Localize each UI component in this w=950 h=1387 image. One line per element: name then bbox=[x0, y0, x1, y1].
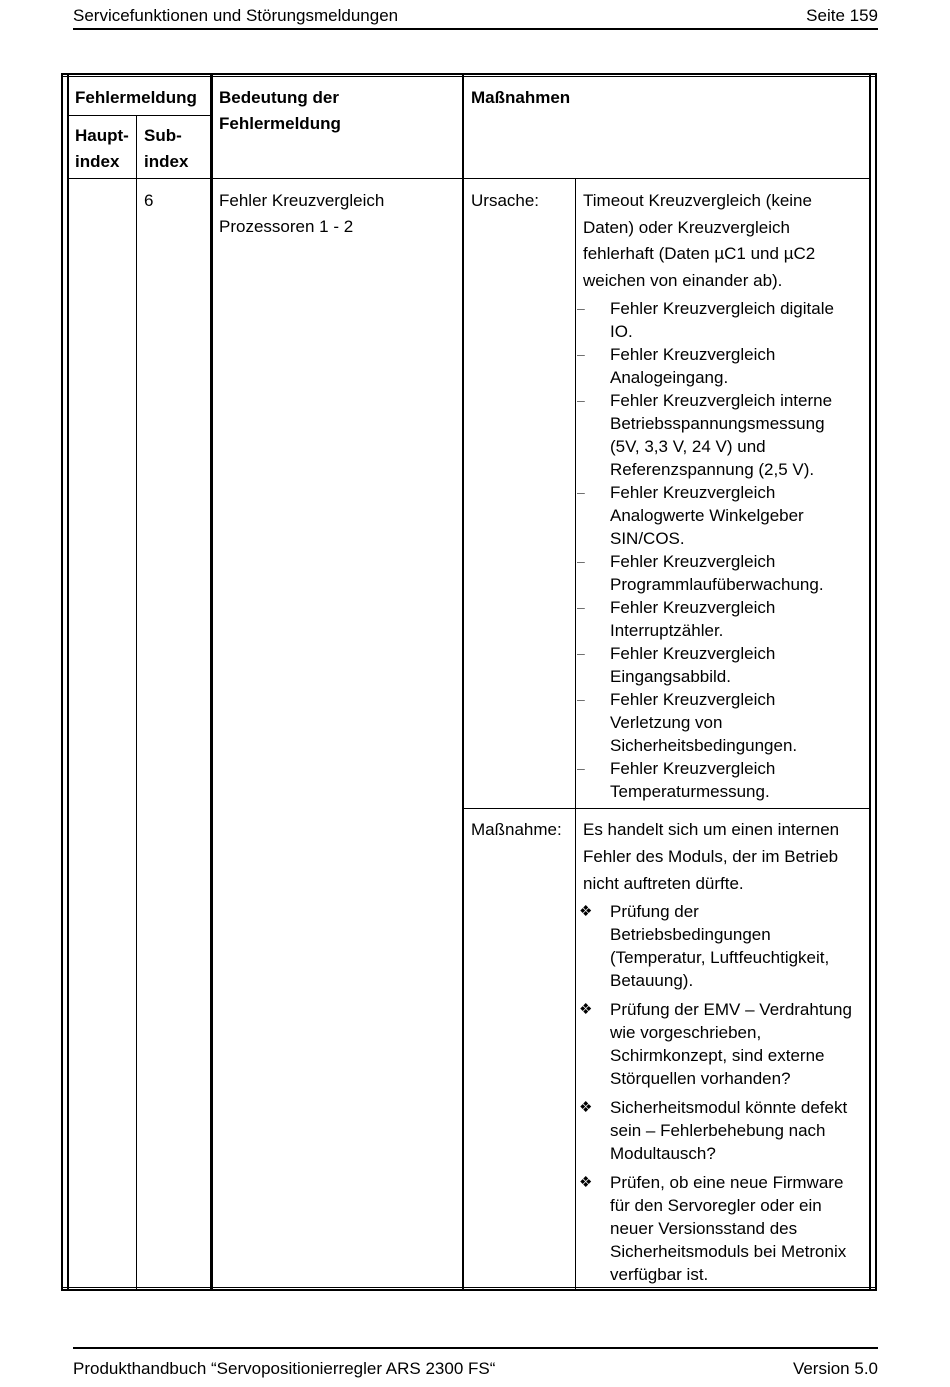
ursache-item-text: Betriebsspannungsmessung bbox=[610, 414, 825, 433]
dash-bullet-icon: – bbox=[577, 346, 585, 362]
massnahme-item-text: Störquellen vorhanden? bbox=[610, 1069, 791, 1088]
ursache-item-text: IO. bbox=[610, 322, 633, 341]
ursache-item-text: Sicherheitsbedingungen. bbox=[610, 736, 798, 755]
ursache-item-text: Fehler Kreuzvergleich interne bbox=[610, 391, 833, 410]
error-table bbox=[61, 73, 877, 1291]
massnahme-item-text: verfügbar ist. bbox=[610, 1265, 709, 1284]
massnahme-item bbox=[579, 900, 873, 992]
massnahme-item-text: Betriebsbedingungen bbox=[610, 925, 771, 944]
massnahme-intro-line: nicht auftreten dürfte. bbox=[583, 874, 744, 893]
massnahme-list bbox=[579, 900, 873, 1286]
ursache-item bbox=[577, 389, 873, 481]
col-header-bedeutung-line2: Fehlermeldung bbox=[219, 114, 341, 133]
dash-bullet-icon: – bbox=[577, 553, 585, 569]
massnahme-item-text: neuer Versionsstand des bbox=[610, 1219, 798, 1238]
dash-bullet-icon: – bbox=[577, 645, 585, 661]
massnahme-item-text: sein – Fehlerbehebung nach bbox=[610, 1121, 826, 1140]
ursache-item-text: Eingangsabbild. bbox=[610, 667, 731, 686]
diamond-bullet-icon: ❖ bbox=[579, 1001, 593, 1018]
col-header-hauptindex-line2: index bbox=[75, 152, 120, 171]
massnahme-intro-line: Fehler des Moduls, der im Betrieb bbox=[583, 847, 839, 866]
dash-bullet-icon: – bbox=[577, 760, 585, 776]
ursache-intro-line: Timeout Kreuzvergleich (keine bbox=[583, 191, 812, 210]
col-header-hauptindex-line1: Haupt- bbox=[75, 126, 129, 145]
ursache-item bbox=[577, 550, 873, 596]
ursache-intro-line: fehlerhaft (Daten µC1 und µC2 bbox=[583, 244, 816, 263]
ursache-item bbox=[577, 297, 873, 343]
ursache-label: Ursache: bbox=[471, 191, 540, 210]
footer-version: Version 5.0 bbox=[792, 1359, 878, 1378]
ursache-item-text: Programmlaufüberwachung. bbox=[610, 575, 824, 594]
massnahme-item-text: Sicherheitsmoduls bei Metronix bbox=[610, 1242, 847, 1261]
ursache-item-text: Fehler Kreuzvergleich bbox=[610, 644, 776, 663]
col-header-subindex-line2: index bbox=[144, 152, 189, 171]
massnahme-item-text: (Temperatur, Luftfeuchtigkeit, bbox=[610, 948, 830, 967]
dash-bullet-icon: – bbox=[577, 599, 585, 615]
ursache-item-text: Temperaturmessung. bbox=[610, 782, 770, 801]
ursache-item-text: Fehler Kreuzvergleich bbox=[610, 690, 776, 709]
massnahme-item bbox=[579, 1096, 873, 1165]
header-page-number: Seite 159 bbox=[806, 6, 878, 25]
ursache-item bbox=[577, 596, 873, 642]
massnahme-item-text: für den Servoregler oder ein bbox=[610, 1196, 822, 1215]
col-header-subindex-line1: Sub- bbox=[144, 126, 182, 145]
diamond-bullet-icon: ❖ bbox=[579, 1174, 593, 1191]
ursache-item-text: Fehler Kreuzvergleich bbox=[610, 552, 776, 571]
massnahme-item-text: Schirmkonzept, sind externe bbox=[610, 1046, 825, 1065]
ursache-item bbox=[577, 481, 873, 550]
ursache-item-text: Fehler Kreuzvergleich bbox=[610, 483, 776, 502]
ursache-intro-line: Daten) oder Kreuzvergleich bbox=[583, 218, 790, 237]
page-footer bbox=[73, 1347, 878, 1379]
dash-bullet-icon: – bbox=[577, 484, 585, 500]
col-header-massnahmen: Maßnahmen bbox=[471, 88, 571, 107]
diamond-bullet-icon: ❖ bbox=[579, 903, 593, 920]
massnahme-item bbox=[579, 998, 873, 1090]
massnahme-item-text: Prüfung der bbox=[610, 902, 699, 921]
massnahme-label: Maßnahme: bbox=[471, 820, 562, 839]
ursache-item bbox=[577, 642, 873, 688]
bedeutung-line2: Prozessoren 1 - 2 bbox=[219, 217, 354, 236]
header-title: Servicefunktionen und Störungsmeldungen bbox=[73, 6, 399, 25]
ursache-item-text: Fehler Kreuzvergleich digitale bbox=[610, 299, 834, 318]
ursache-item-text: (5V, 3,3 V, 24 V) und bbox=[610, 437, 766, 456]
col-header-fehlermeldung: Fehlermeldung bbox=[75, 88, 197, 107]
massnahme-item-text: Sicherheitsmodul könnte defekt bbox=[610, 1098, 848, 1117]
massnahme-intro-line: Es handelt sich um einen internen bbox=[583, 820, 840, 839]
ursache-item bbox=[577, 343, 873, 389]
footer-title: Produkthandbuch “Servopositionierregler ARS 2300 FS“ bbox=[73, 1359, 496, 1378]
ursache-item-text: Fehler Kreuzvergleich bbox=[610, 759, 776, 778]
ursache-item-text: Analogwerte Winkelgeber bbox=[610, 506, 804, 525]
ursache-item-text: SIN/COS. bbox=[610, 529, 685, 548]
ursache-item bbox=[577, 757, 873, 803]
bedeutung-line1: Fehler Kreuzvergleich bbox=[219, 191, 385, 210]
dash-bullet-icon: – bbox=[577, 691, 585, 707]
page-header bbox=[73, 4, 878, 30]
subindex-value: 6 bbox=[144, 191, 154, 210]
massnahme-item-text: wie vorgeschrieben, bbox=[610, 1023, 762, 1042]
massnahme-item bbox=[579, 1171, 873, 1286]
ursache-list bbox=[577, 297, 873, 803]
massnahme-item-text: Prüfen, ob eine neue Firmware bbox=[610, 1173, 844, 1192]
ursache-item bbox=[577, 688, 873, 757]
ursache-intro-line: weichen von einander ab). bbox=[583, 271, 783, 290]
ursache-item-text: Fehler Kreuzvergleich bbox=[610, 598, 776, 617]
dash-bullet-icon: – bbox=[577, 392, 585, 408]
dash-bullet-icon: – bbox=[577, 300, 585, 316]
ursache-item-text: Referenzspannung (2,5 V). bbox=[610, 460, 815, 479]
ursache-item-text: Verletzung von bbox=[610, 713, 723, 732]
ursache-item-text: Analogeingang. bbox=[610, 368, 729, 387]
ursache-item-text: Fehler Kreuzvergleich bbox=[610, 345, 776, 364]
diamond-bullet-icon: ❖ bbox=[579, 1099, 593, 1116]
ursache-item-text: Interruptzähler. bbox=[610, 621, 724, 640]
massnahme-item-text: Prüfung der EMV – Verdrahtung bbox=[610, 1000, 852, 1019]
massnahme-item-text: Betauung). bbox=[610, 971, 694, 990]
col-header-bedeutung-line1: Bedeutung der bbox=[219, 88, 339, 107]
massnahme-item-text: Modultausch? bbox=[610, 1144, 716, 1163]
